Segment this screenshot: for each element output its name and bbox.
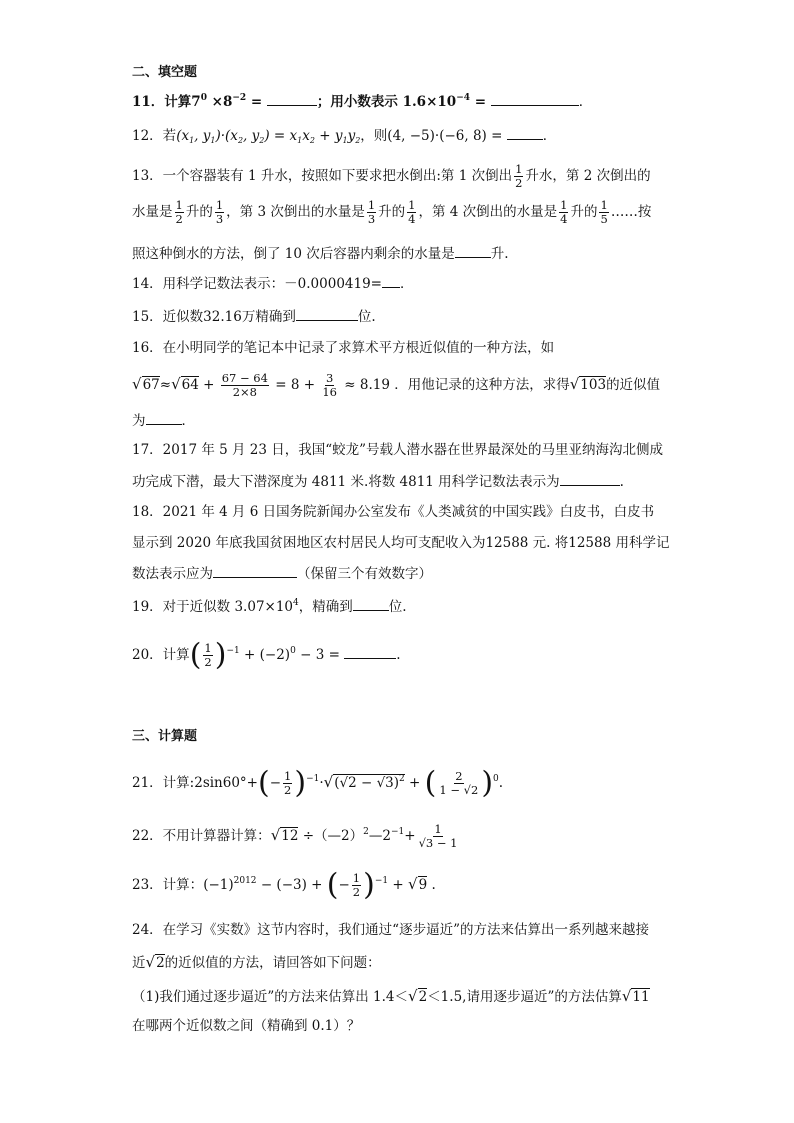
question-21: 21．计算:2sin60°+(− $\frac{1}{2}$ )$^{-1}\cdot√(√2 - √3)^2$ + ( $\frac{2}{1 - √2}$ )$^0$. xyxy=(132,765,504,801)
fraction: $\frac{1}{2}$ xyxy=(515,162,523,190)
answer-blank[interactable] xyxy=(455,243,491,258)
question-24-line-2: 近√2的近似值的方法，请回答如下问题： xyxy=(132,953,381,971)
answer-blank[interactable] xyxy=(344,644,396,659)
question-15: 15．近似数32.16万精确到 位. xyxy=(132,306,692,327)
question-20: 20．计算( $\frac{1}{2}$ )$^{-1} + (-2)^0 - 3$ = . xyxy=(132,637,401,673)
question-24-line-4: 在哪两个近似数之间（精确到 0.1）？ xyxy=(132,1018,361,1034)
answer-blank[interactable] xyxy=(382,273,400,288)
answer-blank[interactable] xyxy=(267,91,317,106)
answer-blank[interactable] xyxy=(213,563,297,578)
question-16-line-2: √67≈√64 + $\frac{67 - 64}{2\times 8}$ = 8 + $\frac{3}{16}$ ≈ 8.19 ．用他记录的这种方法，求得√103的近似值 xyxy=(132,371,661,399)
answer-blank[interactable] xyxy=(491,91,579,106)
answer-blank[interactable] xyxy=(296,306,358,321)
question-24-line-1: 24．在学习《实数》这节内容时，我们通过“逐步逼近”的方法来估算出一系列越来越接 xyxy=(132,922,649,938)
question-24-line-3: （1)我们通过逐步逼近”的方法来估算出 1.4＜√2＜1.5,请用逐步逼近”的方法估算√11 xyxy=(132,987,650,1005)
question-14: 14．用科学记数法表示：－0.0000419= ． xyxy=(132,273,692,294)
question-17-line-1: 17．2017 年 5 月 23 日，我国“蛟龙”号载人潜水器在世界最深处的马里亚纳海沟北侧成 xyxy=(132,442,664,458)
question-19: 19．对于近似数 $3.07\times 10^4$，精确到 位. xyxy=(132,598,407,615)
question-22: 22．不用计算器计算：$√12 \div(—2)^2—2^{-1}+$ $\frac{1}{√3 - 1}$ xyxy=(132,822,458,850)
answer-blank[interactable] xyxy=(353,596,389,611)
question-17-line-2: 功完成下潜，最大下潜深度为 4811 米.将数 4811 用科学记数法表示为 . xyxy=(132,471,692,492)
question-11: 11．计算$7^0 \times 8^{-2}$ = ；用小数表示 $1.6\times 10^{-4}$ = ． xyxy=(132,93,593,110)
section-heading-fill: 二、填空题 xyxy=(132,65,198,80)
answer-blank[interactable] xyxy=(146,410,182,425)
question-13-line-2: 水量是 $\frac{1}{2}$ 升的 $\frac{1}{3}$ ，第 3 次倒出的水量是 $\frac{1}{3}$ 升的 $\frac{1}{4}$ ，第 4 次倒出的水量是 $\frac{1}{4}$ 升的 $\frac{1}{5}$ ……按 xyxy=(132,198,652,226)
question-16-line-1: 16．在小明同学的笔记本中记录了求算术平方根近似值的一种方法，如 xyxy=(132,340,555,356)
question-12: 12．若($x_1$, $y_1)\cdot(x_2$, $y_2) = x_1x_2 + y_1y_2$，则(4, −5)·(−6, 8) = ． xyxy=(132,125,692,146)
question-18-line-1: 18．2021 年 4 月 6 日国务院新闻办公室发布《人类减贫的中国实践》白皮书，白皮书 xyxy=(132,504,655,520)
section-heading-calc: 三、计算题 xyxy=(132,729,198,744)
question-18-line-3: 数法表示应为 （保留三个有效数字） xyxy=(132,563,692,584)
answer-blank[interactable] xyxy=(560,471,620,486)
question-13-line-3: 照这种倒水的方法，倒了 10 次后容器内剩余的水量是 升. xyxy=(132,243,692,264)
answer-blank[interactable] xyxy=(507,125,543,140)
question-13-line-1: 13．一个容器装有 1 升水，按照如下要求把水倒出:第 1 次倒出 $\frac{1}{2}$ 升水，第 2 次倒出的 xyxy=(132,162,651,190)
question-16-line-3: 为 ． xyxy=(132,410,692,431)
question-18-line-2: 显示到 2020 年底我国贫困地区农村居民人均可支配收入为12588 元. 将12588 用科学记 xyxy=(132,535,670,551)
question-23: 23．计算：$(-1)^{2012} - (-3)$ + (− $\frac{1}{2}$ )$^{-1}$ + √9 . xyxy=(132,867,436,903)
